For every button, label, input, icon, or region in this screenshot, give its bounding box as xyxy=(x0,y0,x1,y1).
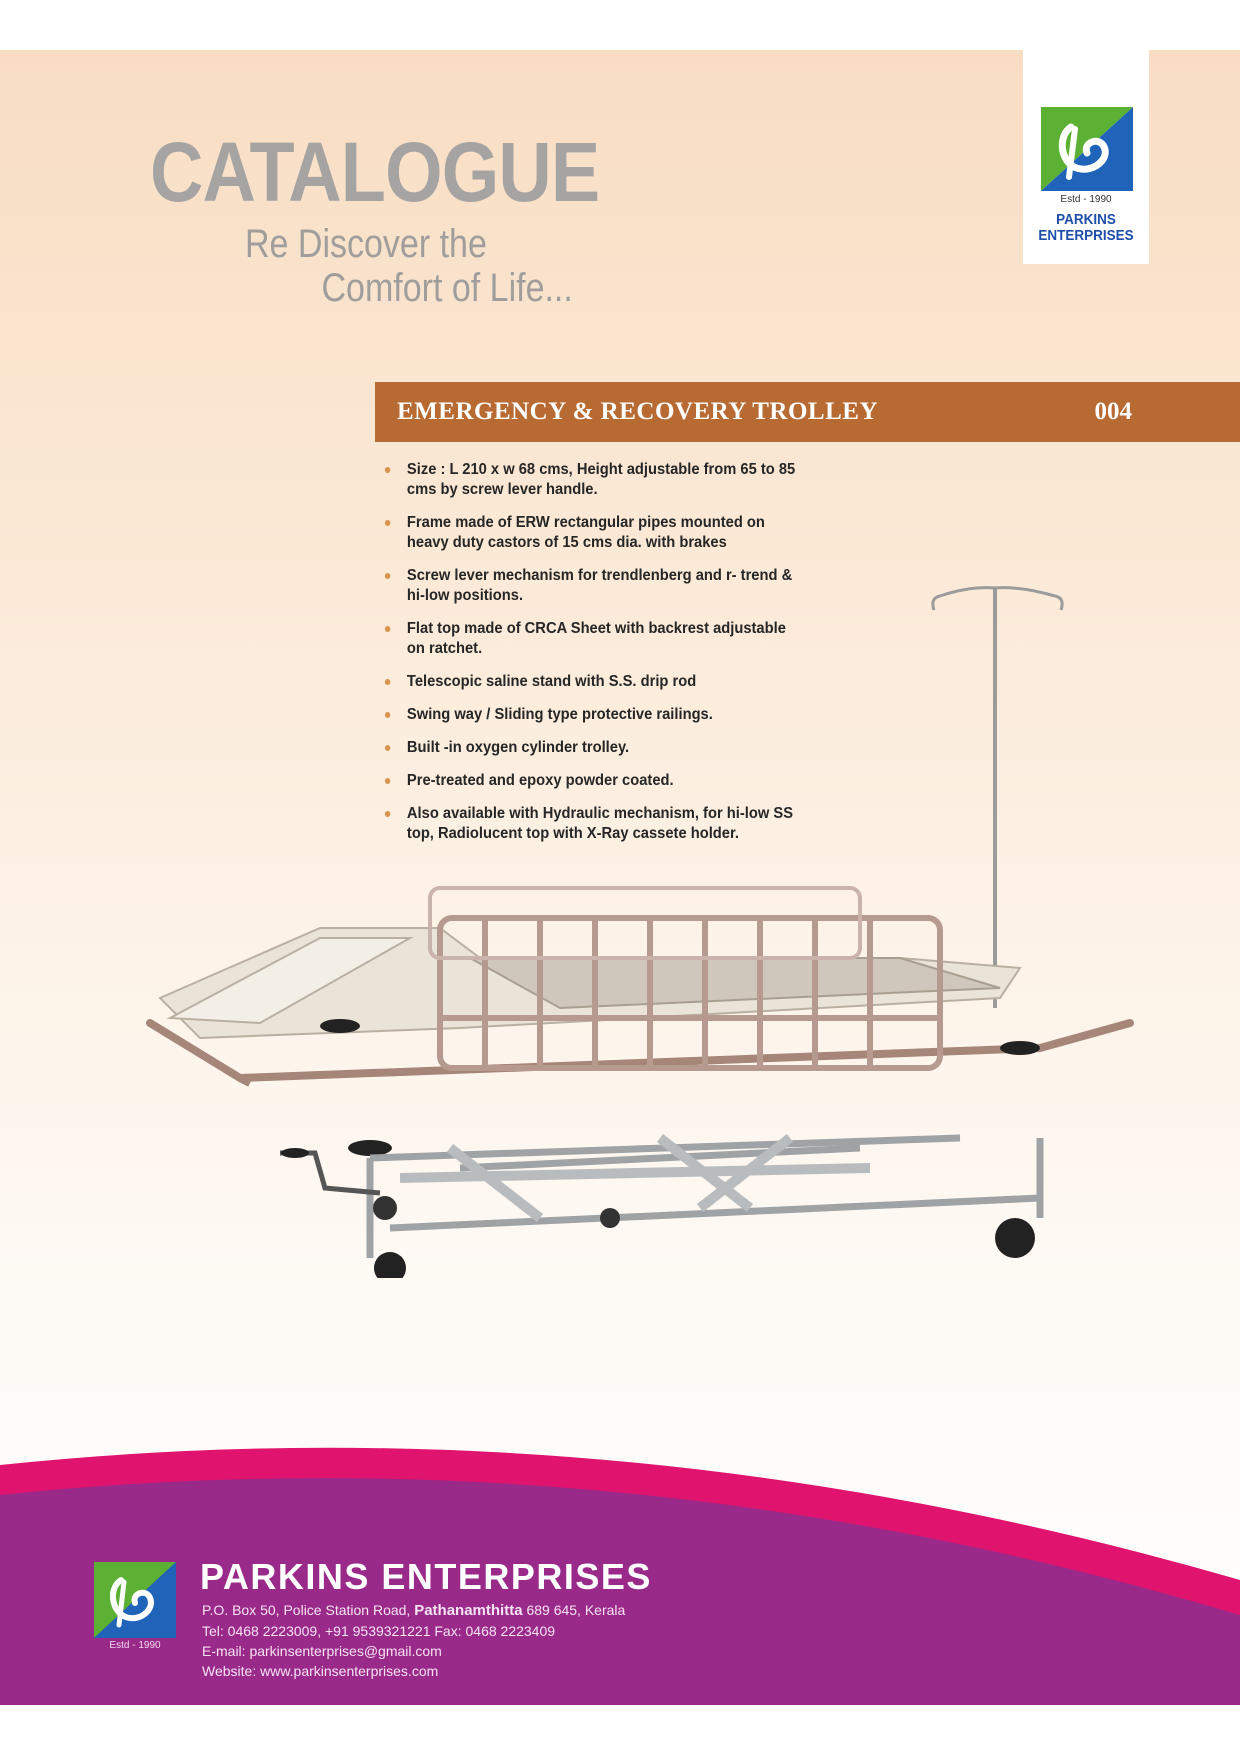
tagline-line-2: Comfort of Life... xyxy=(321,266,573,310)
feature-text: Screw lever mechanism for trendlenberg and r- trend & hi-low positions. xyxy=(406,567,793,604)
feature-text: Flat top made of CRCA Sheet with backrest adjustable on ratchet. xyxy=(406,620,786,657)
feature-text: Also available with Hydraulic mechanism, for hi-low SS top, Radiolucent top with X-Ray cassete holder. xyxy=(406,805,794,842)
website-link[interactable]: Website: www.parkinsenterprises.com xyxy=(202,1663,439,1679)
feature-text: Built -in oxygen cylinder trolley. xyxy=(406,739,630,756)
product-header-bar xyxy=(375,382,1240,442)
brand-logo-card xyxy=(1023,50,1149,264)
footer-estd: Estd - 1990 xyxy=(109,1640,161,1651)
logo-name-line-1: PARKINS xyxy=(1056,211,1116,228)
feature-text: Frame made of ERW rectangular pipes mounted on heavy duty castors of 15 cms dia. with brakes xyxy=(406,514,765,551)
footer-company-name: PARKINS ENTERPRISES xyxy=(200,1556,652,1597)
address-prefix: P.O. Box 50, Police Station Road, xyxy=(202,1602,411,1618)
bullet-icon xyxy=(385,467,391,473)
feature-text: Pre-treated and epoxy powder coated. xyxy=(406,772,674,789)
feature-text: Size : L 210 x w 68 cms, Height adjustable from 65 to 85 cms by screw lever handle. xyxy=(406,461,796,498)
tagline xyxy=(245,222,573,310)
phone-line: Tel: 0468 2223009, +91 9539321221 Fax: 0468 2223409 xyxy=(202,1623,556,1639)
footer-logo-icon xyxy=(94,1562,176,1638)
trolley-product-image xyxy=(140,578,1140,1278)
product-title: EMERGENCY & RECOVERY TROLLEY xyxy=(397,398,878,425)
contact-details xyxy=(202,1600,625,1681)
feature-text: Telescopic saline stand with S.S. drip rod xyxy=(406,673,697,690)
feature-text: Swing way / Sliding type protective railings. xyxy=(406,706,713,723)
logo-estd: Estd - 1990 xyxy=(1060,194,1112,205)
catalogue-page xyxy=(0,50,1240,1705)
brand-logo-icon xyxy=(1041,107,1133,191)
logo-name-line-2: ENTERPRISES xyxy=(1038,227,1134,244)
address-city: Pathanamthitta xyxy=(414,1602,523,1619)
address-line xyxy=(202,1600,625,1621)
catalogue-title: CATALOGUE xyxy=(150,125,600,219)
tagline-line-1: Re Discover the xyxy=(245,222,487,266)
email-link[interactable]: E-mail: parkinsenterprises@gmail.com xyxy=(202,1643,442,1659)
address-suffix: 689 645, Kerala xyxy=(526,1602,626,1618)
product-code: 004 xyxy=(1094,398,1132,425)
logo-company-name xyxy=(1029,212,1142,244)
footer xyxy=(0,1440,1240,1705)
feature-item xyxy=(383,460,806,500)
feature-item xyxy=(383,513,806,553)
bullet-icon xyxy=(385,520,391,526)
